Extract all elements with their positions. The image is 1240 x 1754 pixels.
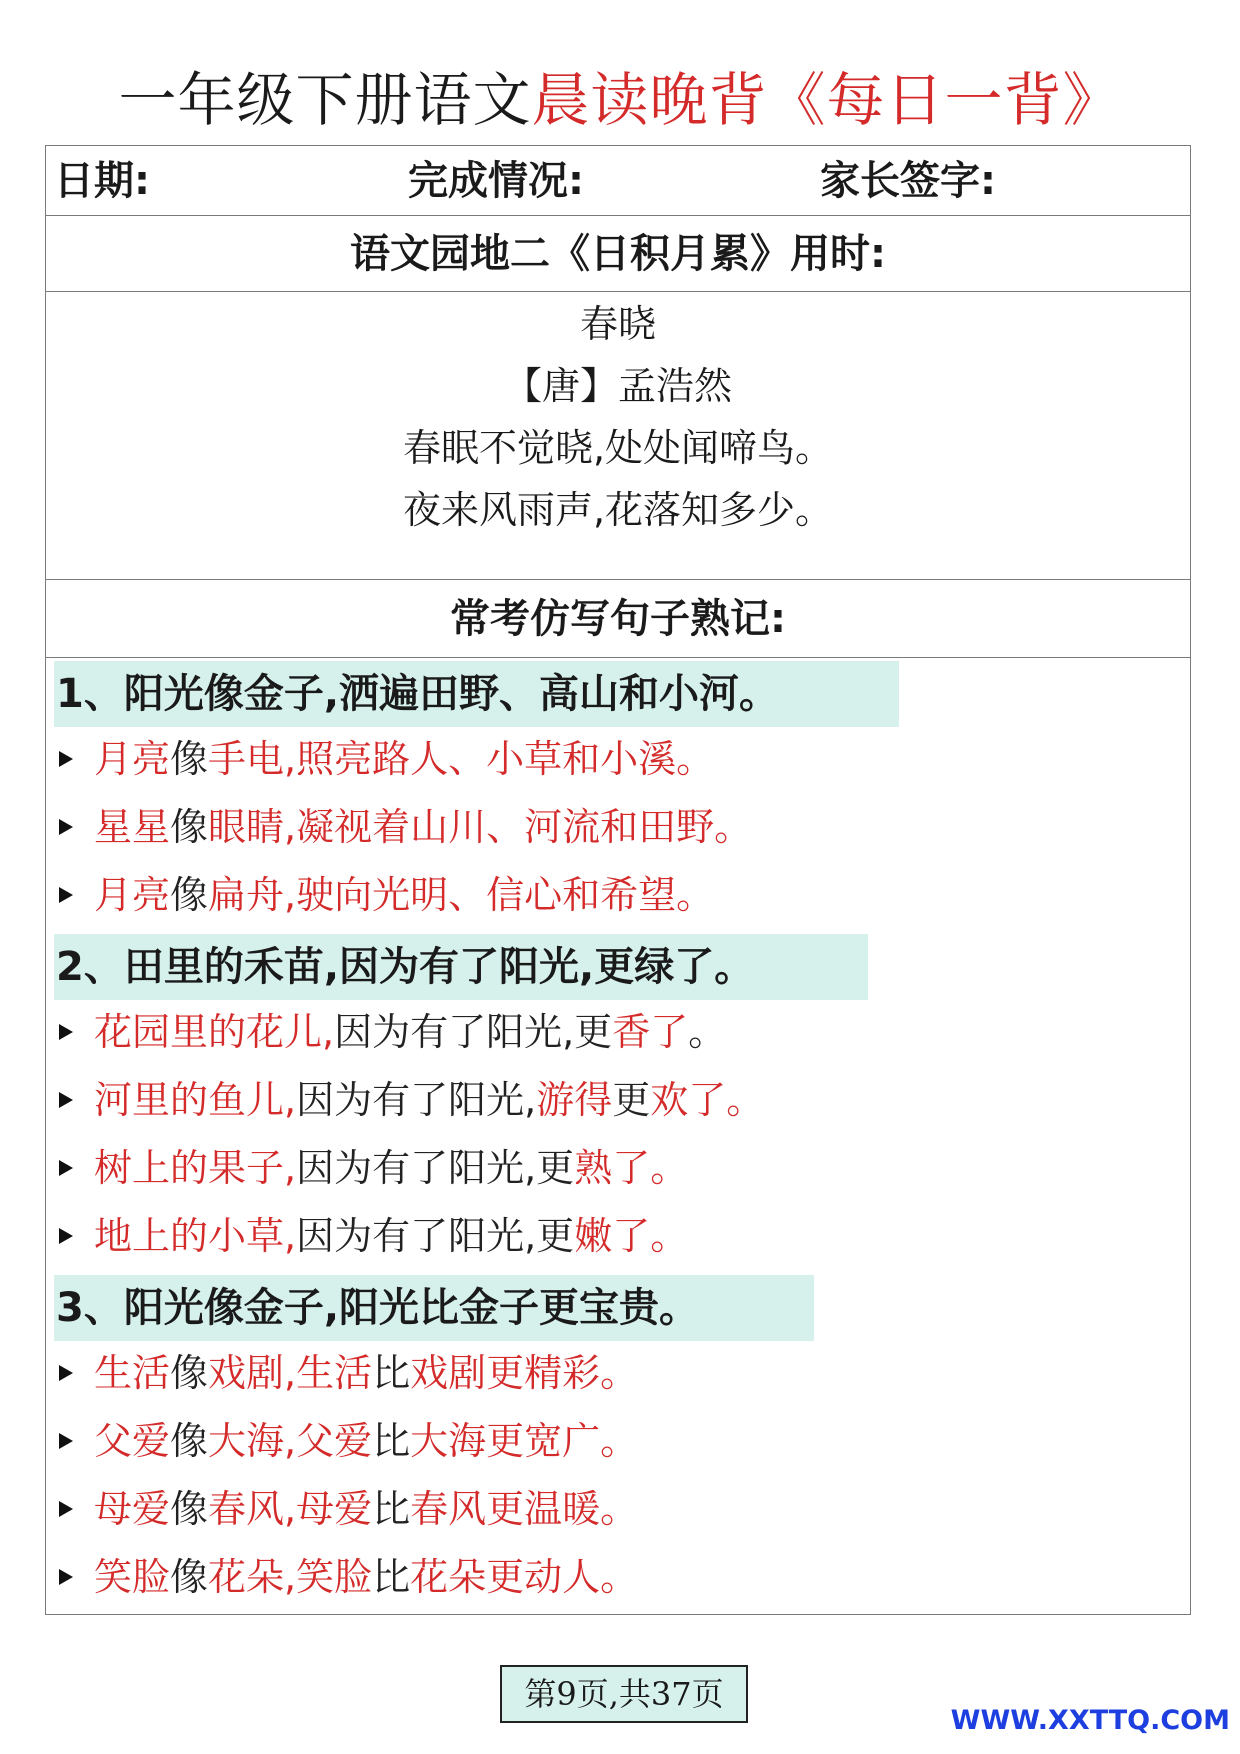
page-title [0,60,1240,140]
item-segment: 河里的鱼儿, [94,1078,297,1122]
item-segment: 欢了。 [650,1078,765,1122]
item-segment: 像 [170,873,209,917]
item-segment: 月亮 [94,737,171,781]
item-segment: 大海更宽广。 [410,1419,639,1463]
item-segment: 手电,照亮路人、小草和小溪。 [208,737,715,781]
item-segment: 因为有了阳光,更 [296,1146,575,1190]
item-segment: 星星 [94,805,171,849]
item-segment: 因为有了阳光,更 [334,1010,613,1054]
item-segment: 像 [170,1487,209,1531]
bullet-icon [59,1501,73,1517]
item-segment: 像 [170,737,209,781]
item-segment: 地上的小草, [94,1214,297,1258]
item-segment: 眼睛,凝视着山川、河流和田野。 [208,805,753,849]
item-segment: 戏剧,生活 [208,1351,373,1395]
item-text [94,728,714,790]
item-text [94,1069,764,1131]
bullet-icon [59,1433,73,1449]
date-label: 日期: [54,158,150,204]
bullet-icon [59,887,73,903]
item-segment: 游得 [536,1078,613,1122]
sentence-list [46,658,1190,1616]
item-segment: 像 [170,805,209,849]
item-segment: 月亮 [94,873,171,917]
item-segment: 像 [170,1419,209,1463]
item-segment: 花朵更动人。 [410,1555,639,1599]
item-segment: 。 [688,1010,727,1054]
item-segment: 花朵,笑脸 [208,1555,373,1599]
bullet-icon [59,1365,73,1381]
page-title-highlight: 晨读晚背《每日一背》 [531,66,1122,134]
item-segment: 大海,父爱 [208,1419,373,1463]
item-segment: 比 [372,1555,411,1599]
page-title-plain: 一年级下册语文 [118,66,532,134]
poem-line: 夜来风雨声,花落知多少。 [402,488,834,532]
item-segment: 因为有了阳光,更 [296,1214,575,1258]
group-heading: 2、田里的禾苗,因为有了阳光,更绿了。 [54,934,868,1000]
section-title-fangxie: 常考仿写句子熟记: [46,580,1190,658]
item-segment: 戏剧更精彩。 [410,1351,639,1395]
bullet-icon [59,1160,73,1176]
item-segment: 像 [170,1555,209,1599]
signature-label: 家长签字: [820,158,996,204]
item-segment: 树上的果子, [94,1146,297,1190]
item-segment: 父爱 [94,1419,171,1463]
item-segment: 熟了。 [574,1146,689,1190]
item-text [94,1001,726,1063]
poem-author: 【唐】孟浩然 [503,364,732,408]
group-heading: 1、阳光像金子,洒遍田野、高山和小河。 [54,661,899,727]
bullet-icon [59,751,73,767]
poem-title: 春晓 [579,302,656,346]
bullet-icon [59,1569,73,1585]
group-heading: 3、阳光像金子,阳光比金子更宝贵。 [54,1275,814,1341]
meta-row [46,146,1190,216]
item-segment: 嫩了。 [574,1214,689,1258]
item-segment: 母爱 [94,1487,171,1531]
poem-block [46,292,1190,580]
bullet-icon [59,819,73,835]
item-segment: 比 [372,1487,411,1531]
item-segment: 比 [372,1351,411,1395]
item-segment: 比 [372,1419,411,1463]
item-segment: 香了 [612,1010,689,1054]
item-text [94,1478,638,1540]
watermark: WWW.XXTTQ.COM [950,1705,1230,1736]
item-text [94,1342,638,1404]
section-title-jilei: 语文园地二《日积月累》用时: [46,216,1190,292]
completion-label: 完成情况: [408,158,584,204]
item-text [94,864,714,926]
poem-line: 春眠不觉晓,处处闻啼鸟。 [402,426,834,470]
item-text [94,1137,688,1199]
page-number: 第9页,共37页 [500,1665,748,1723]
worksheet-table [45,145,1191,1615]
item-segment: 春风,母爱 [208,1487,373,1531]
item-text [94,796,752,858]
item-segment: 花园里的花儿, [94,1010,335,1054]
item-text [94,1205,688,1267]
item-segment: 因为有了阳光, [296,1078,537,1122]
item-segment: 生活 [94,1351,171,1395]
item-segment: 笑脸 [94,1555,171,1599]
item-text [94,1410,638,1472]
item-text [94,1546,638,1608]
item-segment: 春风更温暖。 [410,1487,639,1531]
item-segment: 扁舟,驶向光明、信心和希望。 [208,873,715,917]
bullet-icon [59,1092,73,1108]
bullet-icon [59,1228,73,1244]
item-segment: 像 [170,1351,209,1395]
item-segment: 更 [612,1078,651,1122]
bullet-icon [59,1024,73,1040]
